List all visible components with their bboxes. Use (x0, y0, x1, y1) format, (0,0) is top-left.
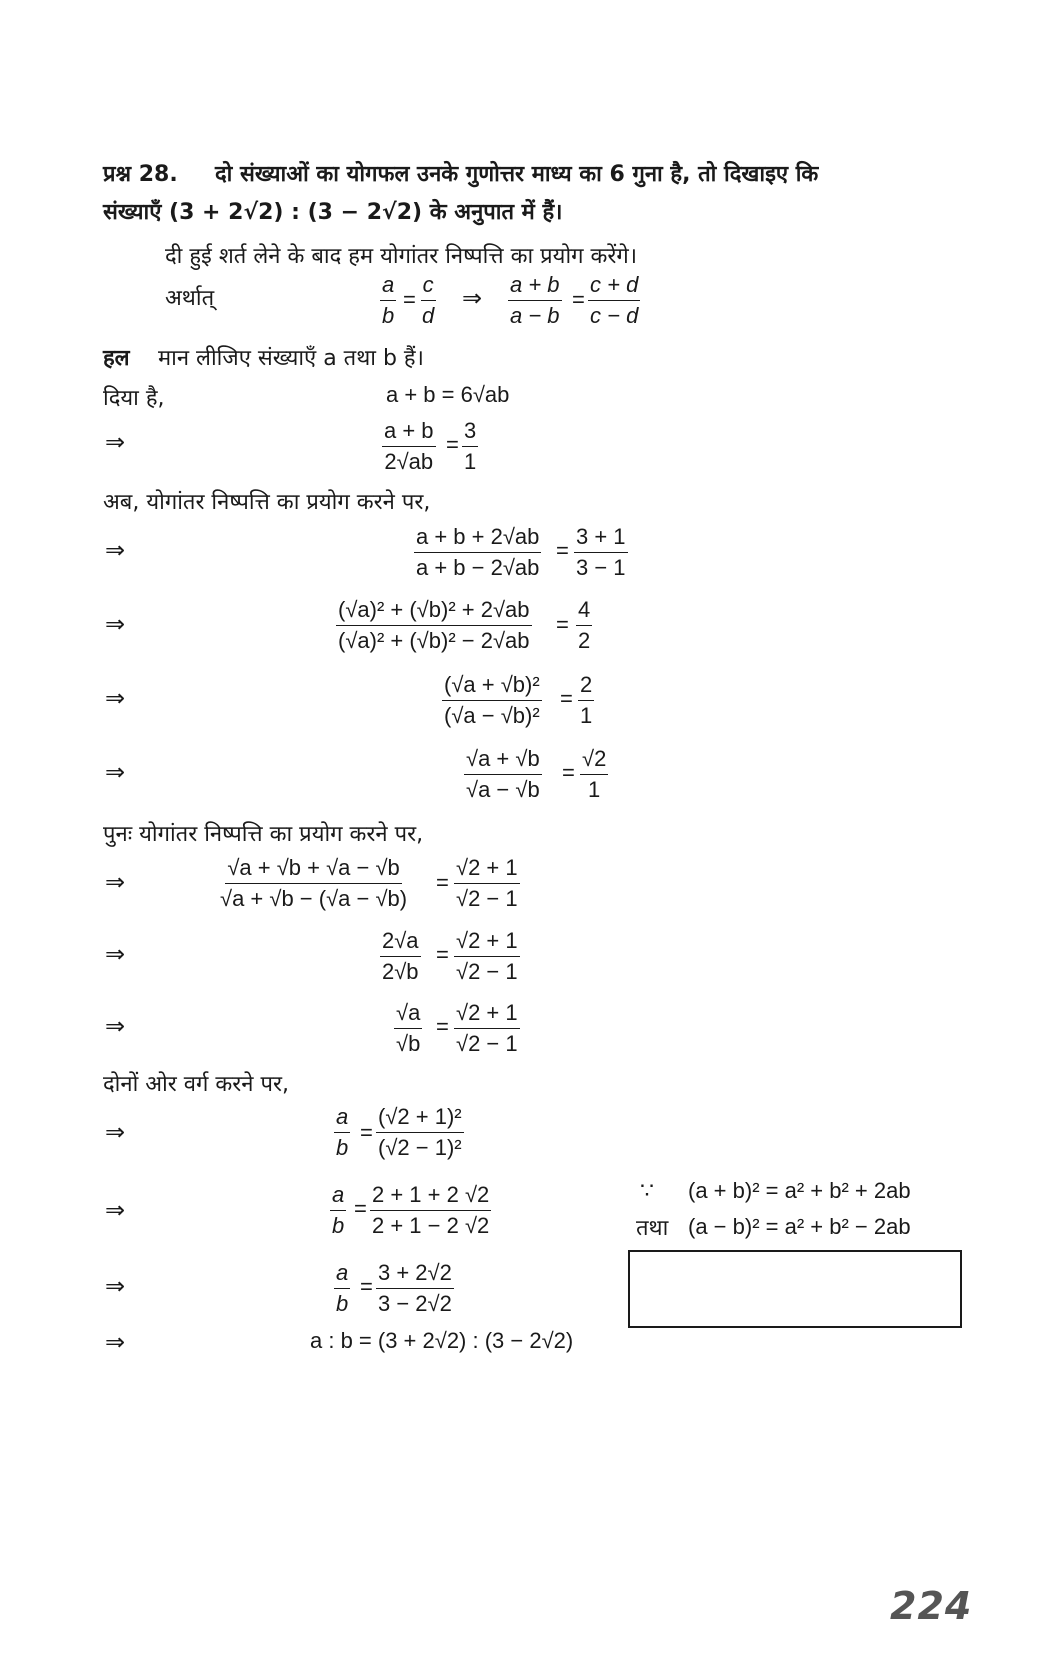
step1-left: $\frac{a + b}{2√ab}$ (384, 418, 434, 474)
given-equation: a + b = 6√ab (386, 382, 510, 407)
tatha-label: तथा (636, 1216, 669, 1241)
solution-label: हल (103, 346, 130, 371)
step4-right: $\frac{2}{1}$ (580, 672, 593, 728)
question-line-1: दो संख्याओं का योगफल उनके गुणोत्तर माध्य का 6 गुना है, तो दिखाइए कि (215, 162, 819, 187)
implies-arrow: ⇒ (105, 868, 126, 896)
step10-left: $\frac{a}{b}$ (332, 1182, 345, 1238)
hint-eq-2: = (572, 287, 585, 312)
implies-arrow: ⇒ (105, 610, 126, 638)
implies-arrow: ⇒ (105, 1196, 126, 1224)
now-line: अब, योगांतर निष्पत्ति का प्रयोग करने पर, (103, 490, 431, 515)
step7-left: $\frac{2√a}{2√b}$ (382, 928, 419, 984)
identity-2: (a − b)² = a² + b² − 2ab (688, 1214, 911, 1239)
implies-arrow: ⇒ (105, 684, 126, 712)
final-result: a : b = (3 + 2√2) : (3 − 2√2) (310, 1328, 574, 1353)
implies-arrow: ⇒ (105, 758, 126, 786)
step10-eq: = (354, 1196, 367, 1221)
question-line-2: संख्याएँ (3 + 2√2) : (3 − 2√2) के अनुपात में हैं। (103, 200, 563, 225)
hint-frac-ab: $\frac{a + b}{a - b}$ (510, 272, 560, 328)
page-number: 224 (890, 1584, 973, 1628)
step6-left: $\frac{√a + √b + √a - √b}{√a + √b - (√a - √b)}$ (220, 855, 408, 911)
hint-frac-a-b: $\frac{a}{b}$ (382, 272, 395, 328)
solution-assume: मान लीजिए संख्याएँ a तथा b हैं। (158, 346, 424, 371)
step2-eq: = (556, 538, 569, 563)
step8-left: $\frac{√a}{√b}$ (396, 1000, 421, 1056)
step1-right: $\frac{3}{1}$ (464, 418, 477, 474)
step6-right: $\frac{√2 + 1}{√2 - 1}$ (456, 855, 518, 911)
step2-right: $\frac{3 + 1}{3 - 1}$ (576, 524, 626, 580)
step1-eq: = (446, 432, 459, 457)
hint-implies: ⇒ (462, 284, 483, 312)
step4-eq: = (560, 686, 573, 711)
step8-eq: = (436, 1014, 449, 1039)
hint-arthat: अर्थात् (165, 286, 215, 311)
given-label: दिया है, (103, 386, 165, 411)
square-line: दोनों ओर वर्ग करने पर, (103, 1072, 289, 1097)
step11-left: $\frac{a}{b}$ (336, 1260, 349, 1316)
hint-line: दी हुई शर्त लेने के बाद हम योगांतर निष्पत्ति का प्रयोग करेंगे। (165, 244, 638, 269)
step11-right: $\frac{3 + 2√2}{3 - 2√2}$ (378, 1260, 452, 1316)
hint-frac-cd: $\frac{c + d}{c - d}$ (590, 272, 639, 328)
step3-eq: = (556, 612, 569, 637)
implies-arrow: ⇒ (105, 1012, 126, 1040)
question-label: प्रश्न 28. (103, 162, 178, 187)
step4-left: $\frac{\text{(√a + √b)²}}{\text{(√a − √b)²}}$ (444, 672, 540, 728)
identity-1: (a + b)² = a² + b² + 2ab (688, 1178, 911, 1203)
step3-left: $\frac{\text{(√a)² + (√b)² + 2√ab}}{\text{(√a)² + (√b)² − 2√ab}}$ (338, 597, 530, 653)
step7-right: $\frac{√2 + 1}{√2 - 1}$ (456, 928, 518, 984)
step3-right: $\frac{4}{2}$ (578, 597, 591, 653)
step6-eq: = (436, 870, 449, 895)
step9-left: $\frac{a}{b}$ (336, 1104, 349, 1160)
implies-arrow: ⇒ (105, 428, 126, 456)
hint-eq-1: = (403, 287, 416, 312)
step7-eq: = (436, 942, 449, 967)
step11-eq: = (360, 1274, 373, 1299)
identity-bracket (628, 1250, 962, 1328)
again-line: पुनः योगांतर निष्पत्ति का प्रयोग करने पर, (103, 822, 424, 847)
implies-arrow: ⇒ (105, 1118, 126, 1146)
step5-eq: = (562, 760, 575, 785)
step8-right: $\frac{√2 + 1}{√2 - 1}$ (456, 1000, 518, 1056)
step5-right: $\frac{√2}{1}$ (582, 746, 607, 802)
implies-arrow: ⇒ (105, 940, 126, 968)
step2-left: $\frac{a + b + 2√ab}{a + b - 2√ab}$ (416, 524, 540, 580)
implies-arrow: ⇒ (105, 1328, 126, 1356)
implies-arrow: ⇒ (105, 536, 126, 564)
step9-right: $\frac{\text{(√2 + 1)²}}{\text{(√2 − 1)²}}$ (378, 1104, 462, 1160)
implies-arrow: ⇒ (105, 1272, 126, 1300)
since-symbol: ∵ (640, 1178, 654, 1203)
hint-frac-c-d: $\frac{c}{d}$ (422, 272, 435, 328)
step10-right: $\frac{2 + 1 + 2 √2}{2 + 1 - 2 √2}$ (372, 1182, 490, 1238)
step9-eq: = (360, 1120, 373, 1145)
step5-left: $\frac{√a + √b}{√a - √b}$ (466, 746, 540, 802)
